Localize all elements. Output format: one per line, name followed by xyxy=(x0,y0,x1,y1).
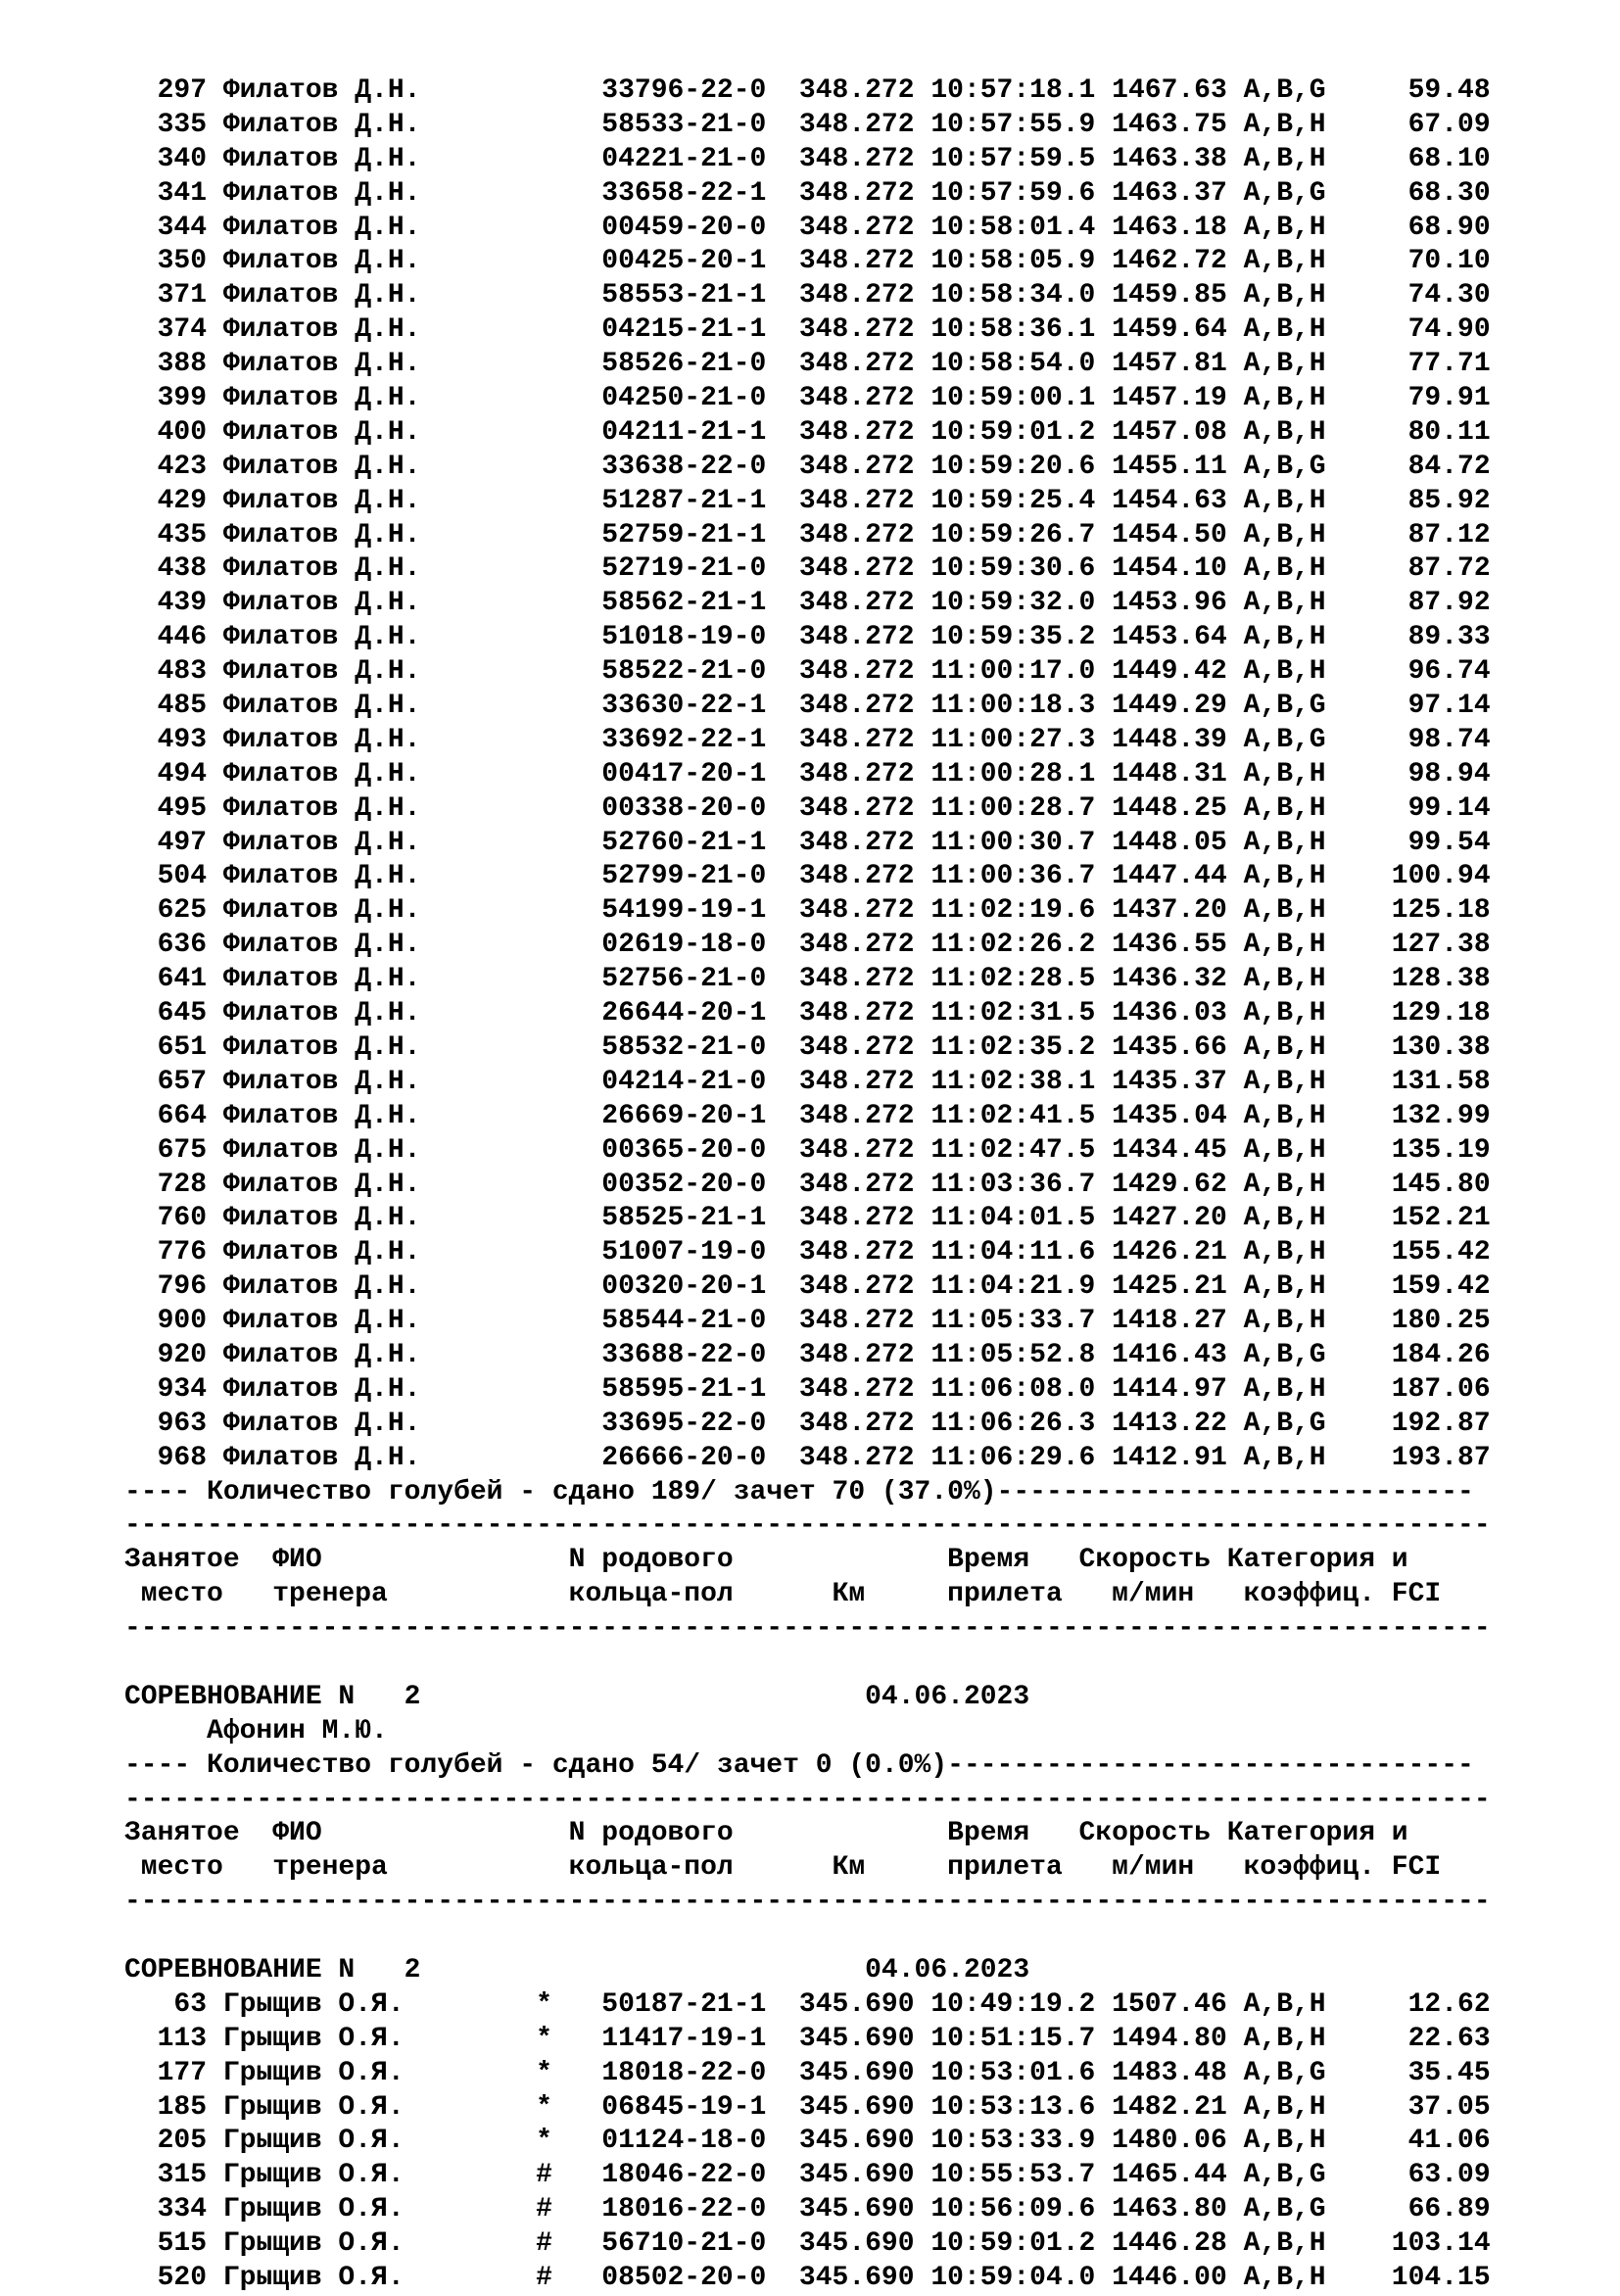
printout-line: 446 Филатов Д.Н. 51018-19-0 348.272 10:59:35.2 1453.64 A,B,H 89.33 xyxy=(124,622,1491,653)
printout-line: ----------------------------------------------------------------------------------- xyxy=(124,1510,1491,1542)
printout-line: 625 Филатов Д.Н. 54199-19-1 348.272 11:02:19.6 1437.20 A,B,H 125.18 xyxy=(124,895,1491,927)
printout-line: 636 Филатов Д.Н. 02619-18-0 348.272 11:02:26.2 1436.55 A,B,H 127.38 xyxy=(124,930,1491,961)
printout-line: ----------------------------------------------------------------------------------- xyxy=(124,1613,1491,1645)
printout-line xyxy=(124,1647,1613,1681)
printout-line: ----------------------------------------------------------------------------------- xyxy=(124,1887,1491,1918)
printout-line: 297 Филатов Д.Н. 33796-22-0 348.272 10:57:18.1 1467.63 A,B,G 59.48 xyxy=(124,75,1491,106)
printout-line: 493 Филатов Д.Н. 33692-22-1 348.272 11:00:27.3 1448.39 A,B,G 98.74 xyxy=(124,724,1491,755)
printout-line: 388 Филатов Д.Н. 58526-21-0 348.272 10:58:54.0 1457.81 A,B,H 77.71 xyxy=(124,349,1491,380)
printout-line: 344 Филатов Д.Н. 00459-20-0 348.272 10:58:01.4 1463.18 A,B,H 68.90 xyxy=(124,212,1491,243)
printout-line: 900 Филатов Д.Н. 58544-21-0 348.272 11:05:33.7 1418.27 A,B,H 180.25 xyxy=(124,1306,1491,1337)
printout-line: 63 Грыщив О.Я. * 50187-21-1 345.690 10:49:19.2 1507.46 A,B,H 12.62 xyxy=(124,1988,1491,2020)
printout-line: 728 Филатов Д.Н. 00352-20-0 348.272 11:03:36.7 1429.62 A,B,H 145.80 xyxy=(124,1169,1491,1200)
printout-line: 439 Филатов Д.Н. 58562-21-1 348.272 10:59:32.0 1453.96 A,B,H 87.92 xyxy=(124,588,1491,619)
printout-line: 520 Грыщив О.Я. # 08502-20-0 345.690 10:59:04.0 1446.00 A,B,H 104.15 xyxy=(124,2263,1491,2293)
printout-line: 483 Филатов Д.Н. 58522-21-0 348.272 11:00:17.0 1449.42 A,B,H 96.74 xyxy=(124,656,1491,688)
printout-line: 185 Грыщив О.Я. * 06845-19-1 345.690 10:53:13.6 1482.21 A,B,H 37.05 xyxy=(124,2091,1491,2123)
printout-line: 334 Грыщив О.Я. # 18016-22-0 345.690 10:56:09.6 1463.80 A,B,G 66.89 xyxy=(124,2194,1491,2225)
printout-line: 429 Филатов Д.Н. 51287-21-1 348.272 10:59:25.4 1454.63 A,B,H 85.92 xyxy=(124,485,1491,516)
printout-line: 497 Филатов Д.Н. 52760-21-1 348.272 11:00:30.7 1448.05 A,B,H 99.54 xyxy=(124,827,1491,858)
printout-line: СОРЕВНОВАНИЕ N 2 04.06.2023 xyxy=(124,1954,1030,1985)
printout-line: 374 Филатов Д.Н. 04215-21-1 348.272 10:58:36.1 1459.64 A,B,H 74.90 xyxy=(124,314,1491,346)
printout-line: 340 Филатов Д.Н. 04221-21-0 348.272 10:57:59.5 1463.38 A,B,H 68.10 xyxy=(124,143,1491,174)
results-printout xyxy=(124,74,1613,2296)
printout-line: 494 Филатов Д.Н. 00417-20-1 348.272 11:00:28.1 1448.31 A,B,H 98.94 xyxy=(124,758,1491,789)
printout-line: 776 Филатов Д.Н. 51007-19-0 348.272 11:04:11.6 1426.21 A,B,H 155.42 xyxy=(124,1237,1491,1268)
printout-line: 515 Грыщив О.Я. # 56710-21-0 345.690 10:59:01.2 1446.28 A,B,H 103.14 xyxy=(124,2228,1491,2260)
printout-line: 315 Грыщив О.Я. # 18046-22-0 345.690 10:55:53.7 1465.44 A,B,G 63.09 xyxy=(124,2160,1491,2191)
printout-line: 335 Филатов Д.Н. 58533-21-0 348.272 10:57:55.9 1463.75 A,B,H 67.09 xyxy=(124,109,1491,140)
printout-line: 504 Филатов Д.Н. 52799-21-0 348.272 11:00:36.7 1447.44 A,B,H 100.94 xyxy=(124,861,1491,892)
printout-line: СОРЕВНОВАНИЕ N 2 04.06.2023 xyxy=(124,1681,1030,1712)
printout-line: ---- Количество голубей - сдано 54/ зачет 0 (0.0%)-------------------------------- xyxy=(124,1749,1474,1781)
printout-line: 675 Филатов Д.Н. 00365-20-0 348.272 11:02:47.5 1434.45 A,B,H 135.19 xyxy=(124,1134,1491,1166)
printout-line: 371 Филатов Д.Н. 58553-21-1 348.272 10:58:34.0 1459.85 A,B,H 74.30 xyxy=(124,280,1491,311)
printout-line: 651 Филатов Д.Н. 58532-21-0 348.272 11:02:35.2 1435.66 A,B,H 130.38 xyxy=(124,1031,1491,1063)
printout-line: 664 Филатов Д.Н. 26669-20-1 348.272 11:02:41.5 1435.04 A,B,H 132.99 xyxy=(124,1100,1491,1131)
printout-line: 934 Филатов Д.Н. 58595-21-1 348.272 11:06:08.0 1414.97 A,B,H 187.06 xyxy=(124,1373,1491,1405)
printout-line: 350 Филатов Д.Н. 00425-20-1 348.272 10:58:05.9 1462.72 A,B,H 70.10 xyxy=(124,246,1491,277)
printout-line: Занятое ФИО N родового Время Скорость Категория и xyxy=(124,1818,1408,1849)
printout-line: 435 Филатов Д.Н. 52759-21-1 348.272 10:59:26.7 1454.50 A,B,H 87.12 xyxy=(124,519,1491,550)
printout-line: 796 Филатов Д.Н. 00320-20-1 348.272 11:04:21.9 1425.21 A,B,H 159.42 xyxy=(124,1271,1491,1303)
printout-line: 920 Филатов Д.Н. 33688-22-0 348.272 11:05:52.8 1416.43 A,B,G 184.26 xyxy=(124,1339,1491,1370)
printout-line: 423 Филатов Д.Н. 33638-22-0 348.272 10:59:20.6 1455.11 A,B,G 84.72 xyxy=(124,451,1491,482)
printout-line: 641 Филатов Д.Н. 52756-21-0 348.272 11:02:28.5 1436.32 A,B,H 128.38 xyxy=(124,964,1491,995)
printout-line: ---- Количество голубей - сдано 189/ зачет 70 (37.0%)----------------------------- xyxy=(124,1476,1474,1507)
printout-line: ----------------------------------------------------------------------------------- xyxy=(124,1784,1491,1815)
printout-line: 968 Филатов Д.Н. 26666-20-0 348.272 11:06:29.6 1412.91 A,B,H 193.87 xyxy=(124,1442,1491,1473)
printout-line xyxy=(124,1920,1613,1954)
printout-line: 645 Филатов Д.Н. 26644-20-1 348.272 11:02:31.5 1436.03 A,B,H 129.18 xyxy=(124,998,1491,1029)
printout-line: 495 Филатов Д.Н. 00338-20-0 348.272 11:00:28.7 1448.25 A,B,H 99.14 xyxy=(124,792,1491,824)
printout-line: 399 Филатов Д.Н. 04250-21-0 348.272 10:59:00.1 1457.19 A,B,H 79.91 xyxy=(124,383,1491,414)
printout-line: место тренера кольца-пол Км прилета м/мин коэффиц. FCI xyxy=(124,1579,1442,1610)
printout-line: место тренера кольца-пол Км прилета м/мин коэффиц. FCI xyxy=(124,1852,1442,1884)
printout-line: 113 Грыщив О.Я. * 11417-19-1 345.690 10:51:15.7 1494.80 A,B,H 22.63 xyxy=(124,2023,1491,2054)
printout-line: 963 Филатов Д.Н. 33695-22-0 348.272 11:06:26.3 1413.22 A,B,G 192.87 xyxy=(124,1408,1491,1439)
printout-line: 341 Филатов Д.Н. 33658-22-1 348.272 10:57:59.6 1463.37 A,B,G 68.30 xyxy=(124,177,1491,209)
printout-line: 205 Грыщив О.Я. * 01124-18-0 345.690 10:53:33.9 1480.06 A,B,H 41.06 xyxy=(124,2126,1491,2157)
printout-line: 438 Филатов Д.Н. 52719-21-0 348.272 10:59:30.6 1454.10 A,B,H 87.72 xyxy=(124,553,1491,585)
printout-line: 657 Филатов Д.Н. 04214-21-0 348.272 11:02:38.1 1435.37 A,B,H 131.58 xyxy=(124,1066,1491,1097)
printout-line: 760 Филатов Д.Н. 58525-21-1 348.272 11:04:01.5 1427.20 A,B,H 152.21 xyxy=(124,1203,1491,1234)
printout-line: 177 Грыщив О.Я. * 18018-22-0 345.690 10:53:01.6 1483.48 A,B,G 35.45 xyxy=(124,2057,1491,2088)
printout-line: 485 Филатов Д.Н. 33630-22-1 348.272 11:00:18.3 1449.29 A,B,G 97.14 xyxy=(124,691,1491,722)
printout-line: 400 Филатов Д.Н. 04211-21-1 348.272 10:59:01.2 1457.08 A,B,H 80.11 xyxy=(124,416,1491,448)
printout-line: Занятое ФИО N родового Время Скорость Категория и xyxy=(124,1545,1408,1576)
printout-line: Афонин М.Ю. xyxy=(124,1715,388,1746)
